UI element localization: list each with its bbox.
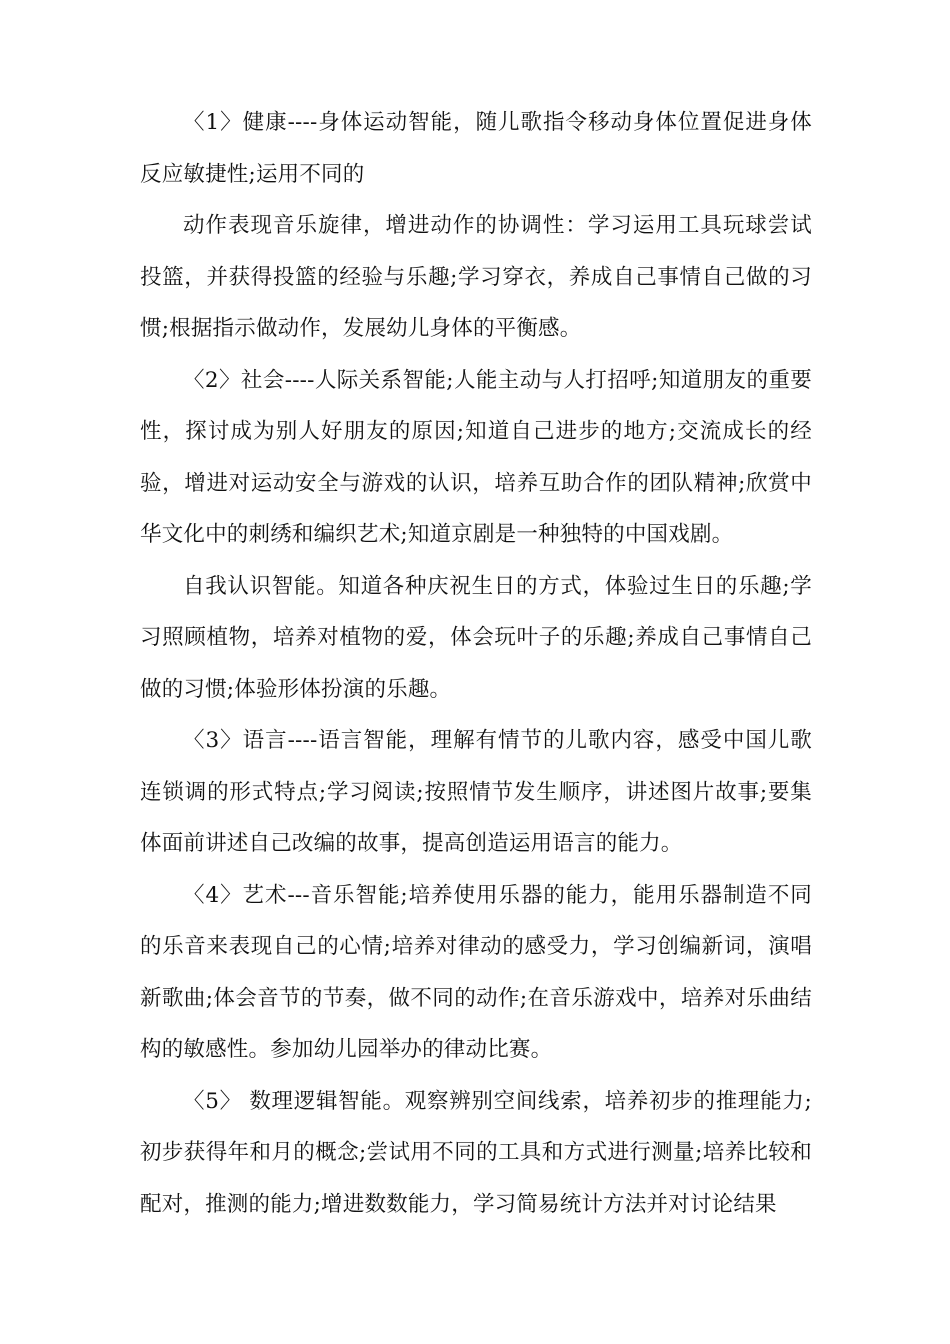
paragraph-social: 〈2〉社会----人际关系智能;人能主动与人打招呼;知道朋友的重要性，探讨成为别人好朋友的原因;知道自己进步的地方;交流成长的经验，增进对运动安全与游戏的认识，培养互助合作的团队精神;欣赏中华文化中的刺绣和编织艺术;知道京剧是一种独特的中国戏剧。 xyxy=(140,367,812,547)
paragraph-health-continued: 动作表现音乐旋律，增进动作的协调性：学习运用工具玩球尝试投篮，并获得投篮的经验与乐趣;学习穿衣，养成自己事情自己做的习惯;根据指示做动作，发展幼儿身体的平衡感。 xyxy=(140,213,812,341)
paragraph-self-awareness: 自我认识智能。知道各种庆祝生日的方式，体验过生日的乐趣;学习照顾植物，培养对植物的爱，体会玩叶子的乐趣;养成自己事情自己做的习惯;体验形体扮演的乐趣。 xyxy=(140,573,812,702)
paragraph-art: 〈4〉艺术---音乐智能;培养使用乐器的能力，能用乐器制造不同的乐音来表现自己的心情;培养对律动的感受力，学习创编新词，演唱新歌曲;体会音节的节奏，做不同的动作;在音乐游戏中，培养对乐曲结构的敏感性。参加幼儿园举办的律动比赛。 xyxy=(140,882,812,1062)
document-body xyxy=(140,97,812,1230)
paragraph-health: 〈1〉健康----身体运动智能，随儿歌指令移动身体位置促进身体反应敏捷性;运用不同的 xyxy=(140,110,812,187)
paragraph-logic: 〈5〉 数理逻辑智能。观察辨别空间线索，培养初步的推理能力;初步获得年和月的概念;尝试用不同的工具和方式进行测量;培养比较和配对，推测的能力;增进数数能力，学习简易统计方法并对讨论结果 xyxy=(140,1088,812,1217)
paragraph-language: 〈3〉语言----语言智能，理解有情节的儿歌内容，感受中国儿歌连锁调的形式特点;学习阅读;按照情节发生顺序，讲述图片故事;要集体面前讲述自己改编的故事，提高创造运用语言的能力。 xyxy=(140,728,812,856)
